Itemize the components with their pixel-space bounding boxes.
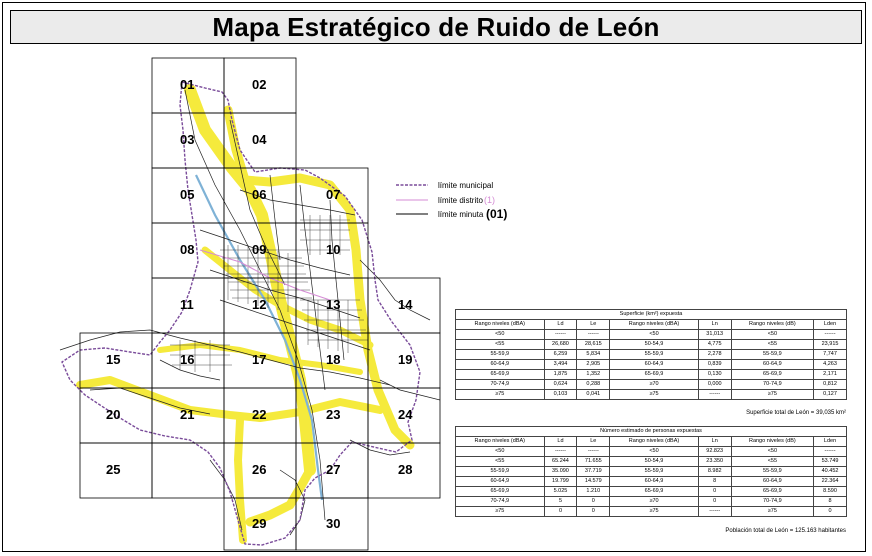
table-cell: 0	[814, 507, 847, 517]
table-cell: <50	[610, 447, 699, 457]
sheet-label-15: 15	[106, 352, 121, 367]
table-cell: 55-59,9	[456, 350, 545, 360]
table-cell: 53.749	[814, 457, 847, 467]
surface-table-header	[456, 320, 847, 330]
sheet-label-19: 19	[398, 352, 413, 367]
table-cell: 55-59,9	[731, 350, 813, 360]
table-cell: 14.579	[577, 477, 610, 487]
table-cell: 0,000	[698, 380, 731, 390]
sheet-label-16: 16	[180, 352, 195, 367]
sheet-label-18: 18	[326, 352, 341, 367]
table-row	[456, 380, 847, 390]
table-cell: ------	[814, 330, 847, 340]
table-cell: 23.350	[698, 457, 731, 467]
table-cell: 4,263	[814, 360, 847, 370]
col-header: Rango niveles (dBA)	[610, 320, 699, 330]
sheet-label-01: 01	[180, 77, 195, 92]
table-cell: 65-69,9	[731, 370, 813, 380]
sheet-label-25: 25	[106, 462, 121, 477]
sheet-label-23: 23	[326, 407, 341, 422]
table-cell: <50	[731, 447, 813, 457]
surface-total-note: Superficie total de León = 39,035 km²	[746, 410, 846, 416]
table-cell: 8.590	[814, 487, 847, 497]
table-cell: 23,915	[814, 340, 847, 350]
col-header: Ld	[544, 320, 577, 330]
table-row	[456, 497, 847, 507]
sheet-label-09: 09	[252, 242, 267, 257]
table-cell: 1,352	[577, 370, 610, 380]
table-cell: 6,259	[544, 350, 577, 360]
sheet-label-11: 11	[180, 297, 194, 312]
table-cell: 65-69,9	[456, 370, 545, 380]
col-header: Rango niveles (dBA)	[610, 437, 699, 447]
legend-sheet-label: límite minuta	[438, 210, 484, 219]
table-cell: 50-54,9	[610, 340, 699, 350]
table-cell: ≥70	[610, 380, 699, 390]
sheet-label-07: 07	[326, 187, 341, 202]
table-cell: 19.799	[544, 477, 577, 487]
table-cell: 55-59,9	[610, 467, 699, 477]
table-cell: 0,127	[814, 390, 847, 400]
table-cell: ------	[577, 330, 610, 340]
table-cell: 0,839	[698, 360, 731, 370]
table-cell: 0	[698, 497, 731, 507]
table-cell: 0,103	[544, 390, 577, 400]
table-cell: 0,624	[544, 380, 577, 390]
surface-table-body	[456, 330, 847, 400]
table-row	[456, 350, 847, 360]
sheet-label-29: 29	[252, 516, 267, 531]
col-header: Le	[577, 437, 610, 447]
population-table-header	[456, 437, 847, 447]
map-legend	[396, 181, 507, 221]
legend-sheet-sample: (01)	[486, 207, 508, 221]
table-row	[456, 340, 847, 350]
table-cell: <50	[456, 330, 545, 340]
legend-district-sample: (1)	[484, 195, 495, 205]
table-cell: 65-69,9	[731, 487, 813, 497]
table-row	[456, 467, 847, 477]
sheet-label-21: 21	[180, 407, 195, 422]
surface-exposure-table	[455, 309, 847, 400]
table-cell: 55-59,9	[610, 350, 699, 360]
table-cell: 31,013	[698, 330, 731, 340]
noise-bands	[80, 90, 413, 540]
table-cell: 26,680	[544, 340, 577, 350]
sheet-label-02: 02	[252, 77, 267, 92]
table-cell: 2,278	[698, 350, 731, 360]
table-cell: 1.210	[577, 487, 610, 497]
population-exposure-table	[455, 426, 847, 517]
table-cell: 70-74,9	[731, 380, 813, 390]
table-cell: 5.025	[544, 487, 577, 497]
table-cell: 60-64,9	[456, 477, 545, 487]
sheet-label-03: 03	[180, 132, 195, 147]
table-cell: 4,775	[698, 340, 731, 350]
table-cell: 1,875	[544, 370, 577, 380]
table-cell: 35.090	[544, 467, 577, 477]
population-total-note: Población total de León = 125.163 habitantes	[725, 528, 846, 534]
table-cell: 0,288	[577, 380, 610, 390]
table-cell: 60-64,9	[610, 360, 699, 370]
sheet-label-26: 26	[252, 462, 267, 477]
table-cell: 60-64,9	[456, 360, 545, 370]
sheet-label-08: 08	[180, 242, 195, 257]
table-cell: 0,041	[577, 390, 610, 400]
population-table-title: Número estimado de personas expuestas	[456, 427, 847, 437]
table-cell: 8	[698, 477, 731, 487]
sheet-label-14: 14	[398, 297, 413, 312]
table-cell: 40.452	[814, 467, 847, 477]
table-cell: 0	[698, 487, 731, 497]
sheet-label-27: 27	[326, 462, 341, 477]
table-cell: 5,834	[577, 350, 610, 360]
col-header: Le	[577, 320, 610, 330]
sheet-label-30: 30	[326, 516, 341, 531]
table-cell: <55	[456, 457, 545, 467]
col-header: Ln	[698, 320, 731, 330]
table-cell: 8	[814, 497, 847, 507]
sheet-label-20: 20	[106, 407, 121, 422]
table-cell: 65.244	[544, 457, 577, 467]
col-header: Rango niveles (dBA)	[456, 320, 545, 330]
table-cell: ≥75	[731, 390, 813, 400]
table-cell: 37.719	[577, 467, 610, 477]
table-cell: 55-59,9	[731, 467, 813, 477]
table-cell: ≥75	[610, 507, 699, 517]
col-header: Lden	[814, 320, 847, 330]
table-row	[456, 447, 847, 457]
table-cell: ------	[544, 330, 577, 340]
table-cell: <55	[731, 457, 813, 467]
table-cell: ------	[698, 390, 731, 400]
table-cell: ≥75	[610, 390, 699, 400]
sheet-label-13: 13	[326, 297, 341, 312]
table-cell: 70-74,9	[456, 497, 545, 507]
table-cell: 65-69,9	[456, 487, 545, 497]
table-cell: <50	[731, 330, 813, 340]
table-row	[456, 507, 847, 517]
col-header: Ln	[698, 437, 731, 447]
surface-table-title: Superficie (km²) expuesta	[456, 310, 847, 320]
sheet-label-12: 12	[252, 297, 267, 312]
table-cell: 50-54,9	[610, 457, 699, 467]
col-header: Lden	[814, 437, 847, 447]
col-header: Rango niveles (dBA)	[456, 437, 545, 447]
legend-district-label: límite distrito	[438, 196, 483, 205]
table-cell: 2,905	[577, 360, 610, 370]
population-table-body	[456, 447, 847, 517]
col-header: Rango niveles (dB)	[731, 437, 813, 447]
table-cell: 7,747	[814, 350, 847, 360]
table-cell: <55	[456, 340, 545, 350]
table-cell: 60-64,9	[731, 477, 813, 487]
sheet-label-28: 28	[398, 462, 413, 477]
table-cell: ------	[698, 507, 731, 517]
sheet-label-06: 06	[252, 187, 267, 202]
table-row	[456, 370, 847, 380]
table-row	[456, 360, 847, 370]
noise-band-northeast	[228, 110, 413, 445]
table-cell: 65-69,9	[610, 487, 699, 497]
sheet-label-05: 05	[180, 187, 195, 202]
table-cell: 0	[577, 507, 610, 517]
table-cell: 70-74,9	[456, 380, 545, 390]
table-cell: ≥70	[610, 497, 699, 507]
table-cell: <50	[610, 330, 699, 340]
table-cell: 3,494	[544, 360, 577, 370]
table-cell: <55	[731, 340, 813, 350]
table-cell: 2,171	[814, 370, 847, 380]
sheet-label-22: 22	[252, 407, 267, 422]
table-cell: 5	[544, 497, 577, 507]
table-cell: 22.364	[814, 477, 847, 487]
noise-band-south	[250, 470, 310, 522]
col-header: Ld	[544, 437, 577, 447]
table-cell: 0,130	[698, 370, 731, 380]
table-cell: ≥75	[456, 390, 545, 400]
col-header: Rango niveles (dB)	[731, 320, 813, 330]
page-title: Mapa Estratégico de Ruido de León	[212, 11, 660, 42]
table-cell: ------	[814, 447, 847, 457]
table-cell: 60-64,9	[610, 477, 699, 487]
legend-municipal-label: límite municipal	[438, 181, 494, 190]
table-cell: ------	[544, 447, 577, 457]
table-cell: 0	[544, 507, 577, 517]
table-row	[456, 390, 847, 400]
table-cell: ≥75	[731, 507, 813, 517]
sheet-label-04: 04	[252, 132, 267, 147]
table-cell: 60-64,9	[731, 360, 813, 370]
table-cell: 28,615	[577, 340, 610, 350]
sheet-label-10: 10	[326, 242, 341, 257]
table-row	[456, 457, 847, 467]
table-cell: 92.823	[698, 447, 731, 457]
table-cell: 71.655	[577, 457, 610, 467]
sheet-label-24: 24	[398, 407, 413, 422]
table-row	[456, 487, 847, 497]
table-row	[456, 330, 847, 340]
sheet-label-17: 17	[252, 352, 267, 367]
table-cell: 0	[577, 497, 610, 507]
table-cell: 55-59,9	[456, 467, 545, 477]
table-cell: 65-69,9	[610, 370, 699, 380]
table-cell: ------	[577, 447, 610, 457]
table-cell: <50	[456, 447, 545, 457]
table-row	[456, 477, 847, 487]
table-cell: 8.982	[698, 467, 731, 477]
table-cell: ≥75	[456, 507, 545, 517]
table-cell: 70-74,9	[731, 497, 813, 507]
table-cell: 0,812	[814, 380, 847, 390]
